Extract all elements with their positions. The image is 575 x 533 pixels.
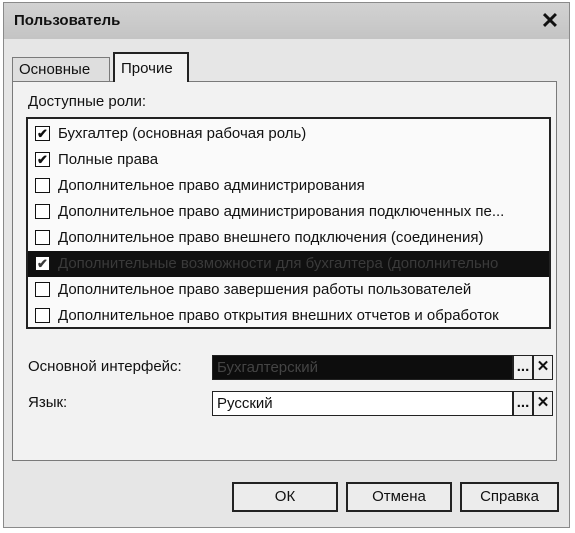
role-checkbox[interactable]: [35, 204, 50, 219]
interface-label: Основной интерфейс:: [28, 358, 182, 375]
role-label: Дополнительное право администрирования подключенных пе...: [58, 203, 505, 220]
role-checkbox[interactable]: [35, 178, 50, 193]
role-label: Бухгалтер (основная рабочая роль): [58, 125, 307, 142]
interface-clear-button[interactable]: ✕: [533, 355, 553, 380]
role-checkbox[interactable]: [35, 282, 50, 297]
role-checkbox[interactable]: [35, 230, 50, 245]
role-row[interactable]: [28, 303, 549, 329]
role-label: Дополнительное право завершения работы пользователей: [58, 281, 472, 298]
role-checkbox[interactable]: [35, 308, 50, 323]
role-row[interactable]: [28, 277, 549, 303]
language-field[interactable]: Русский: [212, 391, 513, 416]
role-checkbox[interactable]: [35, 126, 50, 141]
language-label: Язык:: [28, 394, 68, 411]
tab-other[interactable]: Прочие: [113, 52, 189, 82]
checkmark-icon: ✔: [37, 126, 48, 141]
role-row[interactable]: [28, 225, 549, 251]
role-row[interactable]: [28, 173, 549, 199]
role-label: Полные права: [58, 151, 159, 168]
role-row[interactable]: [28, 121, 549, 147]
role-row[interactable]: [28, 199, 549, 225]
ok-button[interactable]: ОК: [232, 482, 338, 512]
role-checkbox[interactable]: [35, 152, 50, 167]
role-label: Дополнительное право администрирования: [58, 177, 365, 194]
roles-list[interactable]: [26, 117, 551, 329]
language-clear-button[interactable]: ✕: [533, 391, 553, 416]
close-icon[interactable]: ✕: [540, 8, 560, 33]
role-row[interactable]: [28, 147, 549, 173]
role-checkbox[interactable]: [35, 256, 50, 271]
cancel-button[interactable]: Отмена: [346, 482, 452, 512]
help-button[interactable]: Справка: [460, 482, 559, 512]
checkmark-icon: ✔: [37, 152, 48, 167]
interface-field[interactable]: Бухгалтерский: [212, 355, 513, 380]
role-label: Дополнительное право внешнего подключения (соединения): [58, 229, 484, 246]
role-row[interactable]: [28, 251, 549, 277]
tab-main[interactable]: Основные: [12, 57, 110, 81]
role-label: Дополнительные возможности для бухгалтера (дополнительно: [58, 255, 499, 272]
roles-label: Доступные роли:: [28, 93, 147, 110]
role-label: Дополнительное право открытия внешних отчетов и обработок: [58, 307, 499, 324]
title-bar[interactable]: [4, 3, 569, 39]
language-select-button[interactable]: ...: [513, 391, 533, 416]
interface-select-button[interactable]: ...: [513, 355, 533, 380]
checkmark-icon: ✔: [37, 256, 48, 271]
dialog-title: Пользователь: [14, 12, 121, 29]
